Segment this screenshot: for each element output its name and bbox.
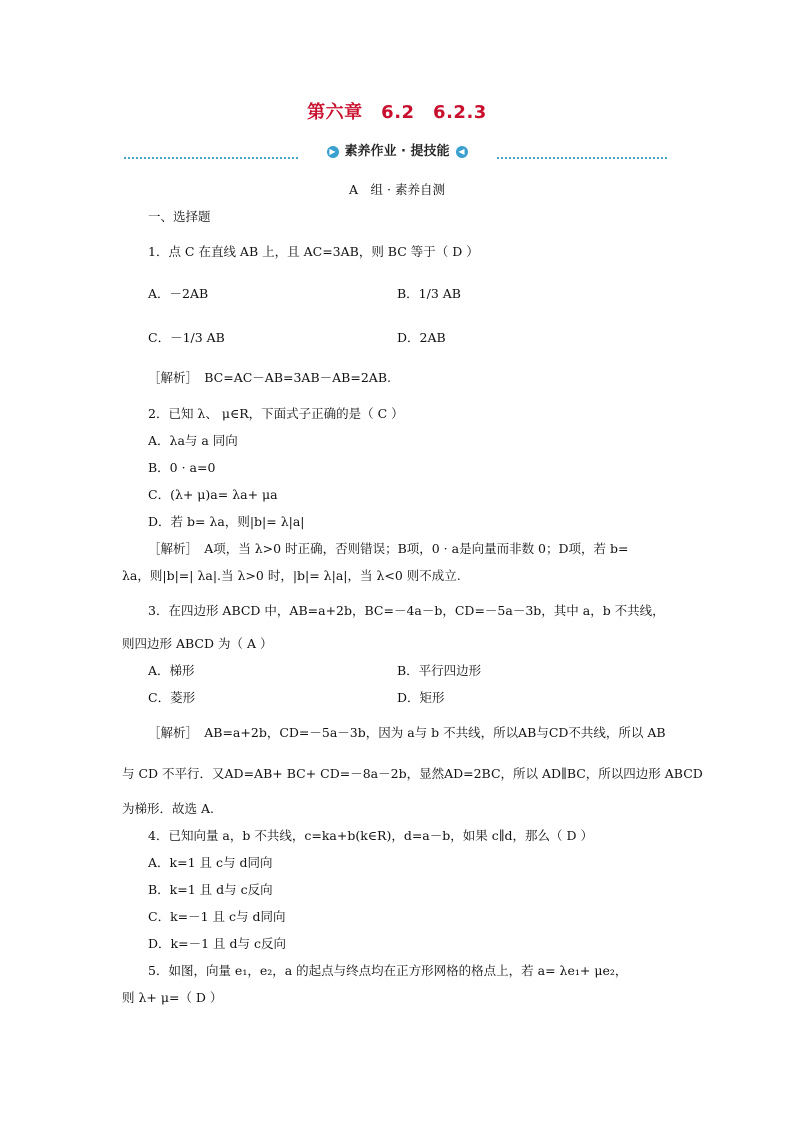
q3-analysis-line-2: 与 CD 不平行．又AD=AB+ BC+ CD=－8a－2b，显然AD=2BC，所以 AD∥BC，所以四边形 ABCD: [122, 766, 703, 781]
q2-option-a: A．λa与 a 同向: [148, 433, 238, 448]
question-4-stem: 4．已知向量 a，b 不共线，c=ka+b(k∈R)，d=a－b，如果 c∥d，那么（ D ）: [148, 828, 593, 843]
q2-option-b: B．0 · a=0: [148, 460, 216, 475]
part-heading: 一、选择题: [148, 209, 211, 224]
left-arrow-icon: ◀: [456, 146, 468, 158]
q3-option-c: C．菱形: [148, 690, 196, 705]
q2-option-c: C．(λ+ μ)a= λa+ μa: [148, 487, 278, 502]
q4-option-c: C．k=－1 且 c与 d同向: [148, 909, 286, 924]
q2-analysis-line-2: λa，则|b|=| λa|.当 λ>0 时，|b|= λ|a|，当 λ<0 则不成立.: [122, 568, 461, 583]
q4-option-a: A．k=1 且 c与 d同向: [148, 855, 273, 870]
q3-analysis-line-1: ［解析］ AB=a+2b，CD=－5a－3b，因为 a与 b 不共线，所以AB与CD不共线，所以 AB: [148, 725, 666, 740]
section-banner: [0, 140, 794, 159]
q1-option-a: A．－2AB: [148, 286, 209, 301]
question-5-stem-line-1: 5．如图，向量 e₁，e₂，a 的起点与终点均在正方形网格的格点上，若 a= λe₁+ μe₂，: [148, 963, 628, 978]
question-1-stem: 1．点 C 在直线 AB 上，且 AC=3AB，则 BC 等于（ D ）: [148, 244, 479, 259]
question-3-stem-line-2: 则四边形 ABCD 为（ A ）: [122, 636, 273, 651]
q1-option-d: D．2AB: [397, 330, 446, 345]
question-5-stem-line-2: 则 λ+ μ=（ D ）: [122, 990, 223, 1005]
group-heading: A 组 · 素养自测: [349, 182, 445, 197]
right-arrow-icon: ▶: [327, 146, 339, 158]
q2-analysis-line-1: ［解析］ A项，当 λ>0 时正确，否则错误；B项，0 · a是向量而非数 0；D项，若 b=: [148, 541, 629, 556]
q3-option-d: D．矩形: [397, 690, 445, 705]
q1-analysis: ［解析］ BC=AC－AB=3AB－AB=2AB.: [148, 370, 391, 385]
banner-label: 素养作业 · 提技能: [344, 144, 450, 159]
q4-option-d: D．k=－1 且 d与 c反向: [148, 936, 286, 951]
page-title: 第六章 6.2 6.2.3: [307, 102, 487, 123]
question-2-stem: 2．已知 λ、 μ∈R，下面式子正确的是（ C ）: [148, 406, 404, 421]
q3-option-b: B．平行四边形: [397, 663, 482, 678]
q4-option-b: B．k=1 且 d与 c反向: [148, 882, 273, 897]
q2-option-d: D．若 b= λa，则|b|= λ|a|: [148, 514, 305, 529]
q3-option-a: A．梯形: [148, 663, 195, 678]
question-3-stem-line-1: 3．在四边形 ABCD 中，AB=a+2b，BC=－4a－b，CD=－5a－3b，其中 a，b 不共线，: [148, 603, 665, 618]
q3-analysis-line-3: 为梯形．故选 A.: [122, 801, 214, 816]
q1-option-c: C．－1/3 AB: [148, 330, 225, 345]
q1-option-b: B．1/3 AB: [397, 286, 461, 301]
